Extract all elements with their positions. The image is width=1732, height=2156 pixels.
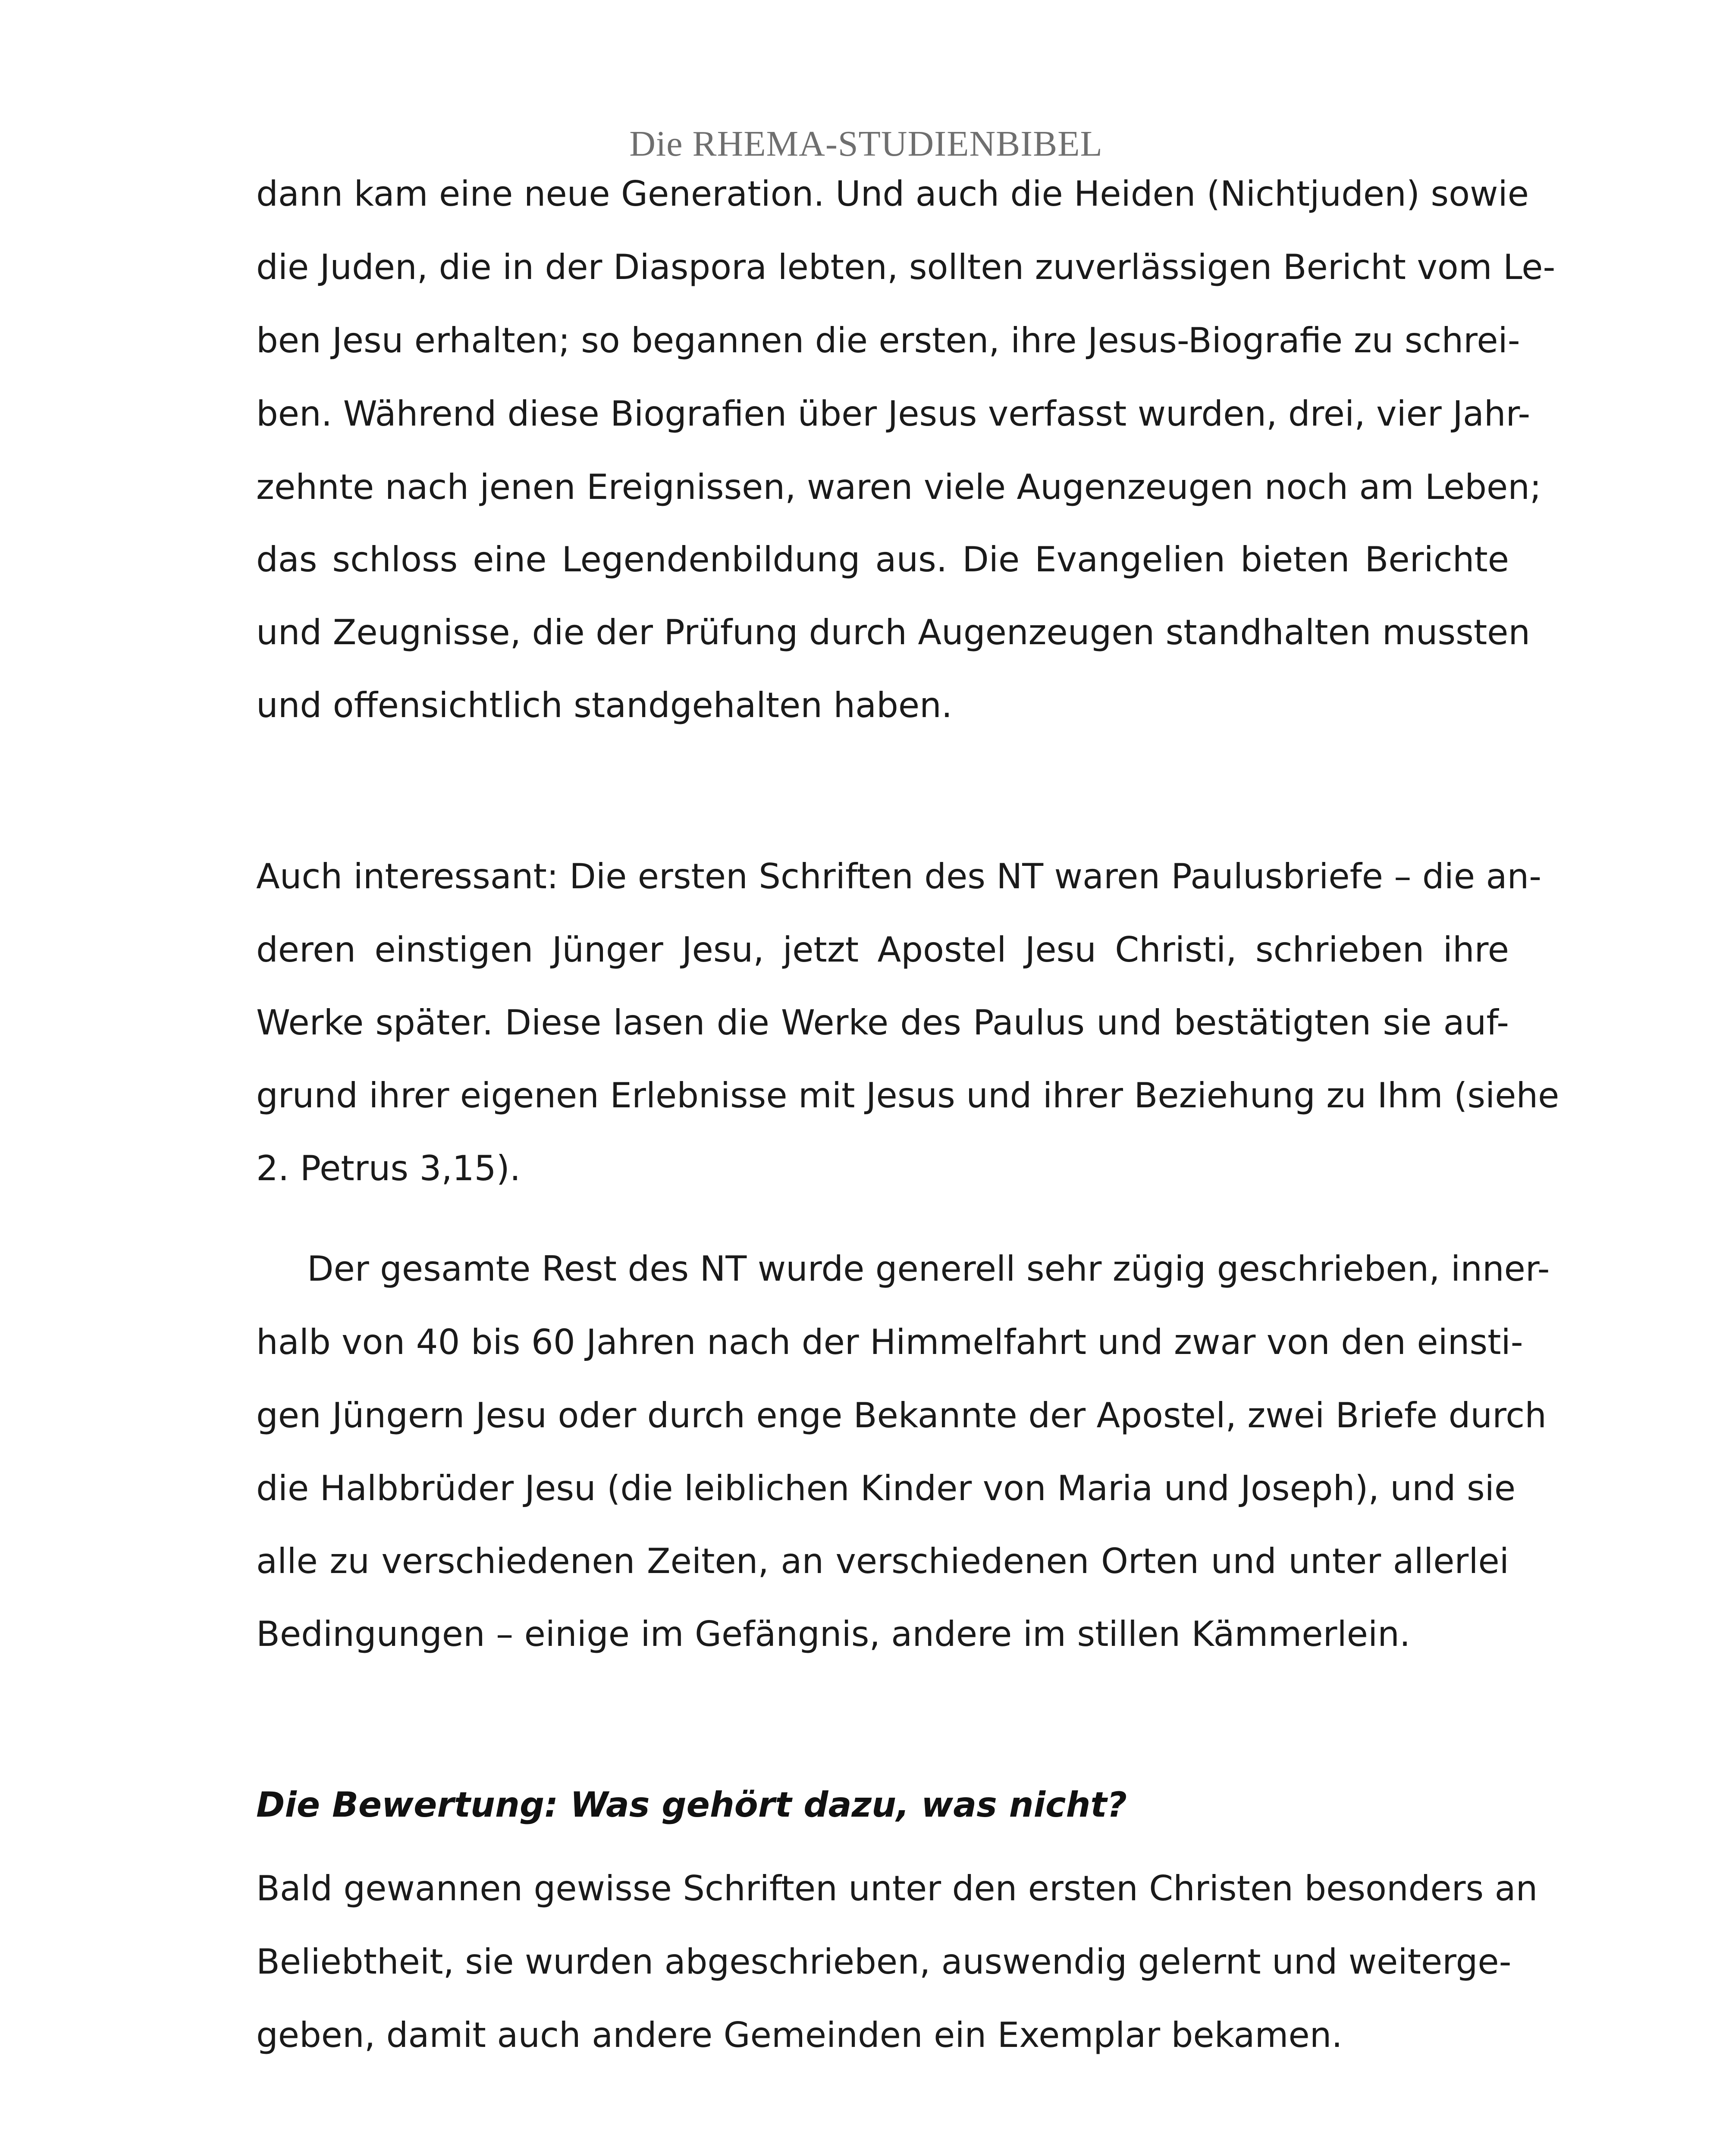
paragraph-1-line: das schloss eine Legendenbildung aus. Die Evangelien bieten Berichte <box>256 539 1509 580</box>
paragraph-4-line: geben, damit auch andere Gemeinden ein Exemplar bekamen. <box>256 2015 1343 2055</box>
paragraph-1-line: zehnte nach jenen Ereignissen, waren viele Augenzeugen noch am Leben; <box>256 467 1541 507</box>
paragraph-1-line: und Zeugnisse, die der Prüfung durch Augenzeugen standhalten mussten <box>256 612 1531 652</box>
paragraph-1-line: die Juden, die in der Diaspora lebten, sollten zuverlässigen Bericht vom Le- <box>256 247 1556 287</box>
paragraph-1-line: und offensichtlich standgehalten haben. <box>256 685 953 725</box>
paragraph-3-line: halb von 40 bis 60 Jahren nach der Himmelfahrt und zwar von den einsti- <box>256 1322 1523 1362</box>
paragraph-3-line: Bedingungen – einige im Gefängnis, andere im stillen Kämmerlein. <box>256 1614 1411 1654</box>
paragraph-3-line: gen Jüngern Jesu oder durch enge Bekannte der Apostel, zwei Briefe durch <box>256 1395 1547 1435</box>
paragraph-4-line: Bald gewannen gewisse Schriften unter den ersten Christen besonders an <box>256 1868 1538 1908</box>
paragraph-1-line: ben. Während diese Biografien über Jesus verfasst wurden, drei, vier Jahr- <box>256 394 1531 434</box>
paragraph-3-line: Der gesamte Rest des NT wurde generell sehr zügig geschrieben, inner- <box>307 1249 1550 1289</box>
paragraph-2-line: Werke später. Diese lasen die Werke des Paulus und bestätigten sie auf- <box>256 1003 1509 1043</box>
paragraph-3-line: die Halbbrüder Jesu (die leiblichen Kinder von Maria und Joseph), und sie <box>256 1468 1516 1508</box>
paragraph-2-line: 2. Petrus 3,15). <box>256 1148 521 1188</box>
paragraph-2-line: Auch interessant: Die ersten Schriften des NT waren Paulusbriefe – die an- <box>256 856 1542 896</box>
section-subheading: Die Bewertung: Was gehört dazu, was nicht? <box>256 1785 1127 1825</box>
paragraph-4-line: Beliebtheit, sie wurden abgeschrieben, auswendig gelernt und weiterge- <box>256 1942 1512 1982</box>
paragraph-2-line: grund ihrer eigenen Erlebnisse mit Jesus und ihrer Beziehung zu Ihm (siehe <box>256 1075 1559 1116</box>
paragraph-1-line: ben Jesu erhalten; so begannen die ersten, ihre Jesus-Biografie zu schrei- <box>256 320 1520 360</box>
paragraph-2-line: deren einstigen Jünger Jesu, jetzt Apostel Jesu Christi, schrieben ihre <box>256 930 1509 970</box>
paragraph-1-line: dann kam eine neue Generation. Und auch die Heiden (Nichtjuden) sowie <box>256 174 1529 214</box>
paragraph-3-line: alle zu verschiedenen Zeiten, an verschiedenen Orten und unter allerlei <box>256 1541 1509 1581</box>
running-header: Die RHEMA-STUDIENBIBEL <box>629 124 1103 164</box>
